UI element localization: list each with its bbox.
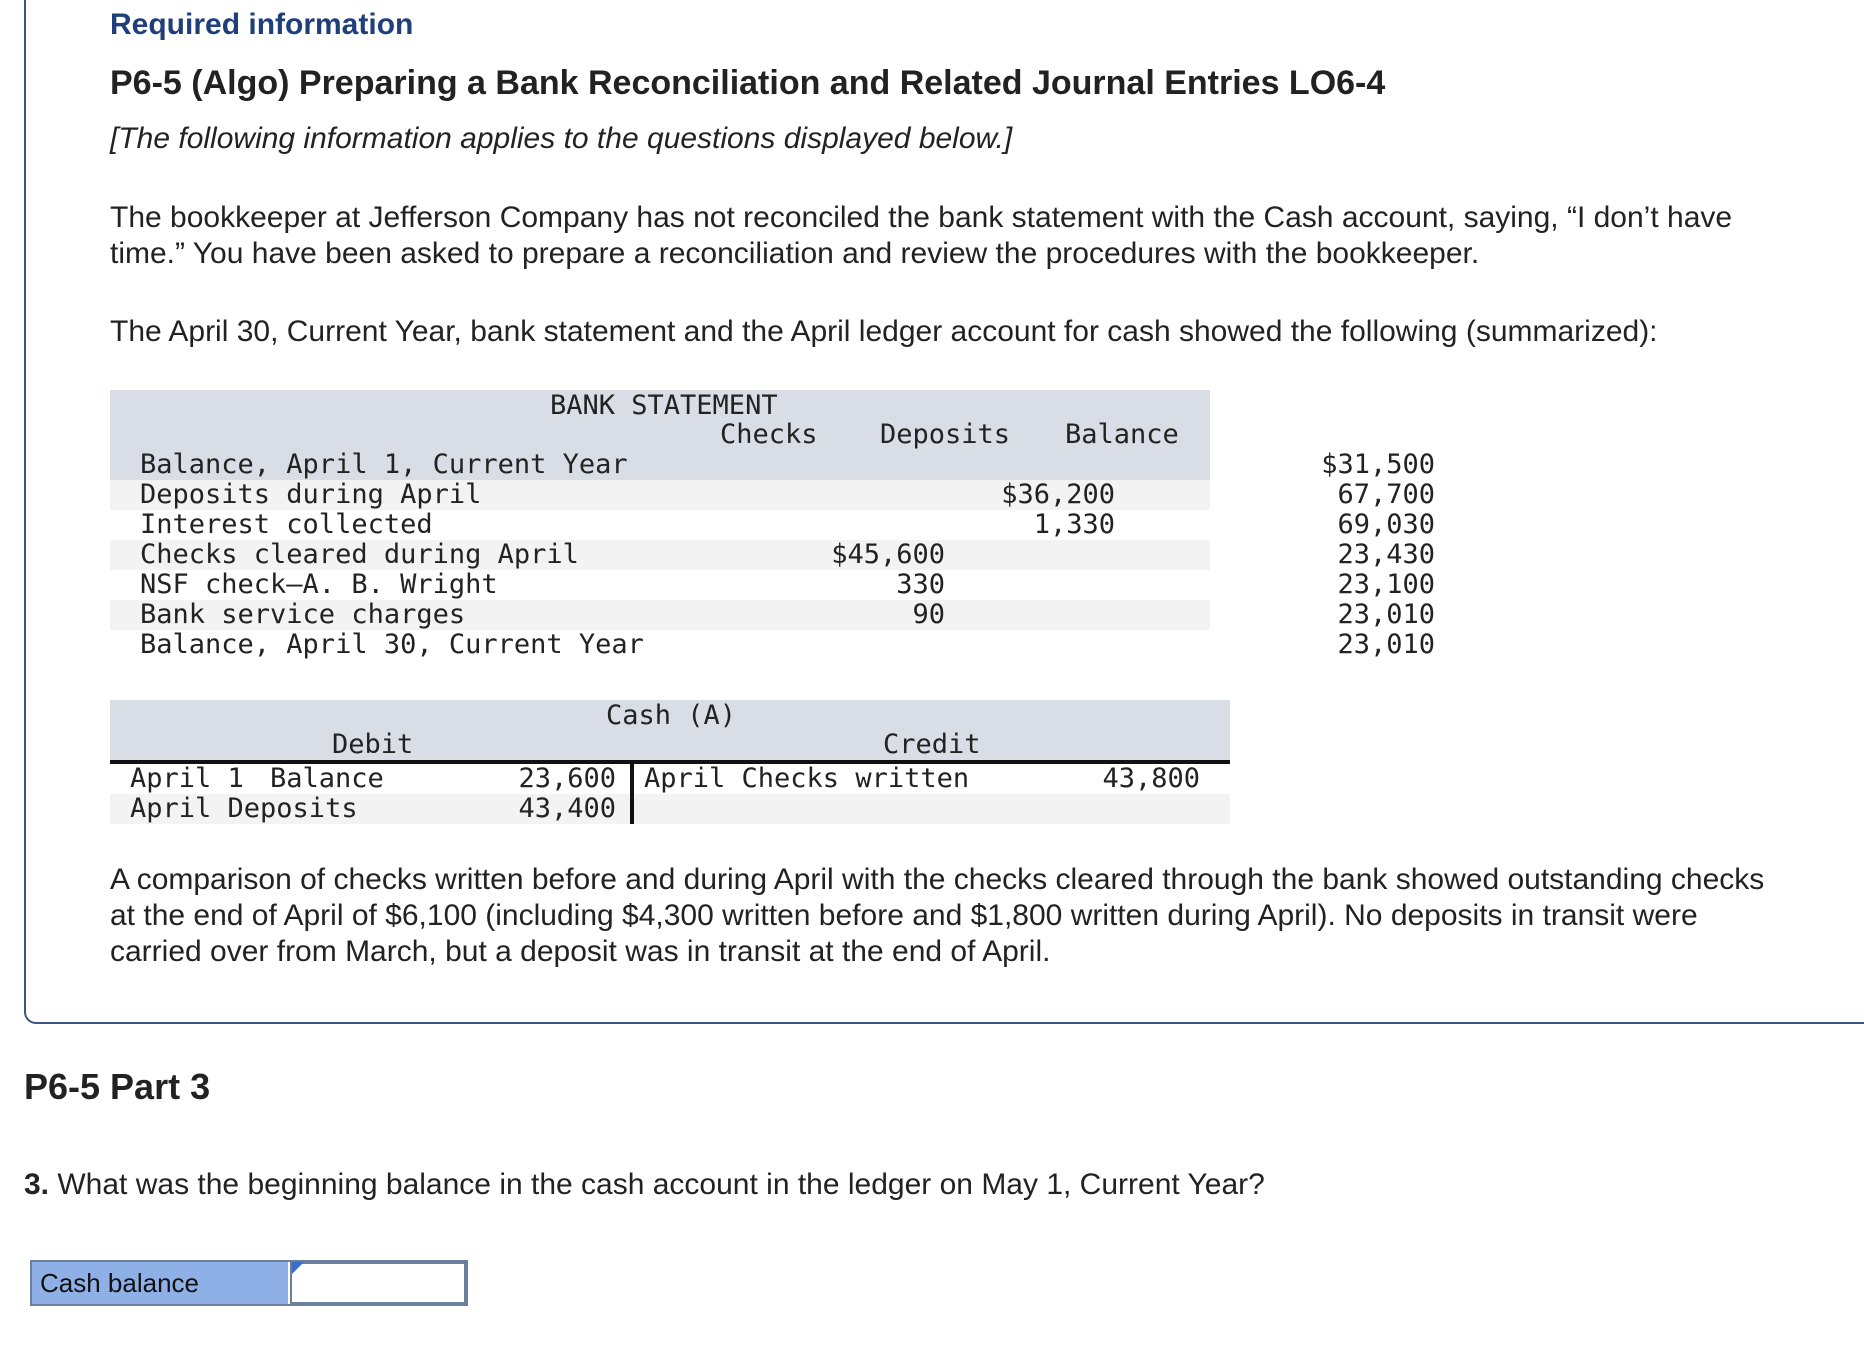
credit-header: Credit [883, 729, 981, 760]
debit-amount: 43,400 [518, 793, 616, 824]
intro-paragraph-2: The April 30, Current Year, bank statement and the April ledger account for cash showed the following (summarized): [110, 315, 1658, 348]
bank-row-balance: 23,010 [1337, 599, 1435, 630]
bank-row-label: Balance, April 30, Current Year [140, 629, 644, 660]
bank-statement-row [110, 569, 1435, 600]
debit-label: Balance [270, 763, 384, 794]
credit-label: April Checks written [644, 763, 970, 794]
question-body: What was the beginning balance in the cash account in the ledger on May 1, Current Year? [49, 1168, 1265, 1201]
bank-row-checks: $45,600 [831, 539, 945, 570]
debit-date: April 1 [130, 763, 244, 794]
problem-subtitle: [The following information applies to the questions displayed below.] [110, 122, 1013, 155]
bank-statement-title: BANK STATEMENT [550, 390, 778, 421]
bank-statement-row [110, 479, 1435, 510]
bank-row-balance: 67,700 [1337, 479, 1435, 510]
cash-t-account [110, 700, 1230, 824]
bank-statement-row [110, 629, 1435, 660]
bank-row-label: Bank service charges [140, 599, 466, 630]
question-text [24, 1168, 1265, 1202]
bank-row-deposits: 1,330 [1033, 509, 1115, 540]
t-account-divider [630, 764, 634, 824]
checks-header: Checks [720, 419, 818, 450]
balance-header: Balance [1065, 419, 1179, 450]
debit-header: Debit [332, 729, 414, 760]
credit-amount: 43,800 [1102, 763, 1200, 794]
cash-balance-label: Cash balance [32, 1262, 288, 1304]
cash-balance-input-box[interactable] [290, 1262, 466, 1304]
bank-statement-row [110, 449, 1435, 480]
bank-row-label: NSF check–A. B. Wright [140, 569, 498, 600]
bank-statement-row [110, 539, 1435, 570]
cash-row [110, 764, 1230, 794]
bank-row-balance: 23,100 [1337, 569, 1435, 600]
debit-amount: 23,600 [518, 763, 616, 794]
bank-row-balance: $31,500 [1321, 449, 1435, 480]
intro-paragraph: The bookkeeper at Jefferson Company has not reconciled the bank statement with the Cash account, saying, “I don’t have time.” You have been asked to prepare a reconciliation and review the procedures with the bookkeeper. [110, 201, 1733, 270]
bank-statement-row [110, 599, 1435, 630]
cash-account-header [110, 700, 1230, 764]
bank-row-label: Interest collected [140, 509, 433, 540]
input-flag-icon [292, 1262, 304, 1274]
part-heading: P6-5 Part 3 [24, 1066, 211, 1107]
bank-row-label: Balance, April 1, Current Year [140, 449, 628, 480]
debit-date: April Deposits [130, 793, 358, 824]
answer-row [30, 1260, 468, 1306]
comparison-paragraph: A comparison of checks written before and during April with the checks cleared through the bank showed outstanding checks at the end of April of $6,100 (including $4,300 written before and $1,800 written during April). No deposits in transit were carried over from March, but a deposit was in transit at the end of April. [110, 863, 1765, 968]
cash-row [110, 794, 1230, 824]
deposits-header: Deposits [880, 419, 1011, 450]
bank-statement-header [110, 390, 1210, 450]
bank-statement-row [110, 509, 1435, 540]
bank-row-label: Checks cleared during April [140, 539, 579, 570]
bank-row-balance: 23,010 [1337, 629, 1435, 660]
bank-statement-table [110, 390, 1435, 660]
bank-row-checks: 90 [912, 599, 945, 630]
question-number: 3. [24, 1168, 50, 1201]
bank-row-label: Deposits during April [140, 479, 482, 510]
problem-title: P6-5 (Algo) Preparing a Bank Reconciliation and Related Journal Entries LO6-4 [110, 64, 1386, 102]
required-information-heading: Required information [110, 8, 414, 41]
cash-balance-input[interactable] [292, 1264, 468, 1304]
bank-row-deposits: $36,200 [1001, 479, 1115, 510]
bank-row-balance: 69,030 [1337, 509, 1435, 540]
bank-row-checks: 330 [896, 569, 945, 600]
cash-account-title: Cash (A) [606, 700, 737, 731]
bank-row-balance: 23,430 [1337, 539, 1435, 570]
